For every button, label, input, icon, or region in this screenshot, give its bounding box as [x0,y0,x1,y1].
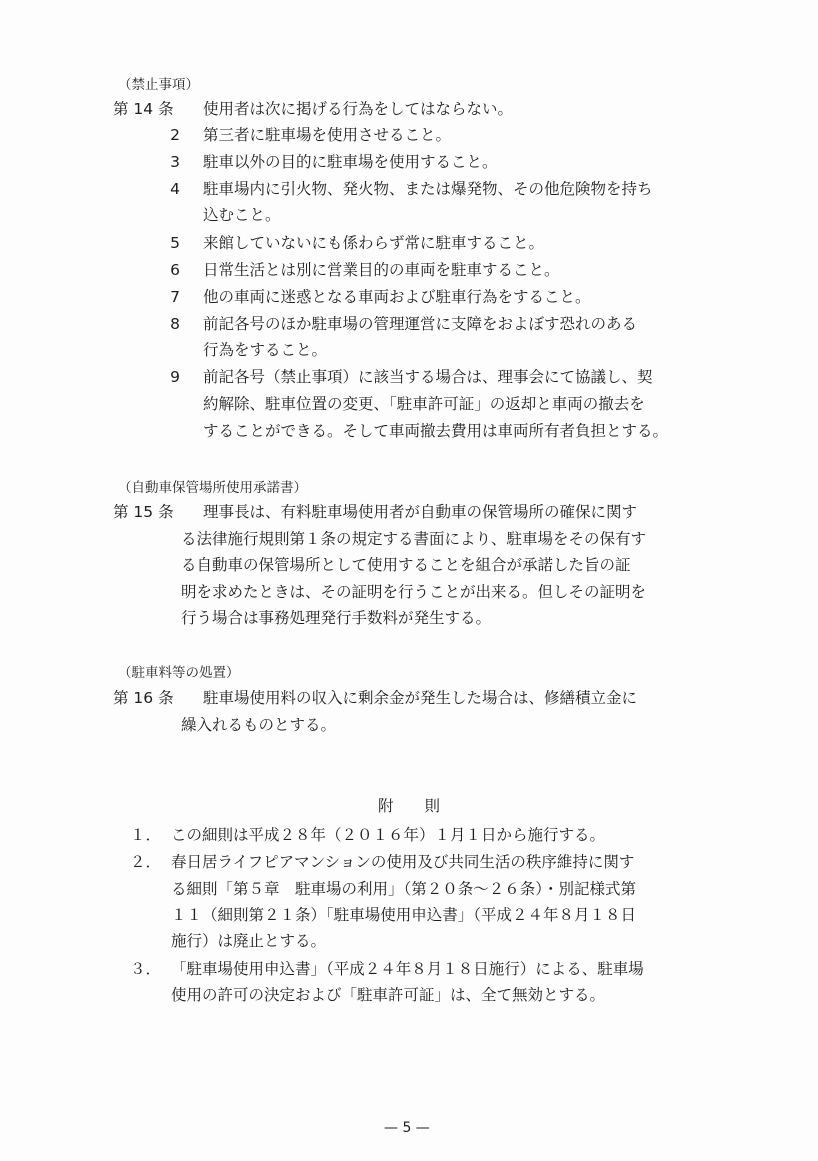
supplementary-item-line: この細則は平成２８年（２０１６年）１月１日から施行する。 [171,826,606,844]
article-14-item-line: 駐車場内に引火物、発火物、または爆発物、その他危険物を持ち [203,180,653,198]
article-14-item-line: 来館していないにも係わらず常に駐車すること。 [203,234,545,252]
article-14-item-num: 9 [170,368,180,386]
article-14-item-line: 行為をすること。 [203,341,328,359]
supplementary-title: 附 則 [378,797,441,815]
supplementary-item-line: 施行）は廃止とする。 [171,932,327,950]
article-15-line: る自動車の保管場所として使用することを組合が承諾した旨の証 [181,556,631,574]
article-14-item-num: 2 [170,126,180,144]
article-14-item-num: 6 [170,261,180,279]
supplementary-item-num: １． [130,826,162,844]
supplementary-item-num: ３． [130,960,162,978]
article-14-text: 使用者は次に掲げる行為をしてはならない。 [203,100,514,118]
article-14-item-num: 8 [170,315,180,333]
article-14-item-line: 前記各号（禁止事項）に該当する場合は、理事会にて協議し、契 [203,368,653,386]
supplementary-item-line: 使用の許可の決定および「駐車許可証」は、全て無効とする。 [171,986,606,1004]
article-14-item-num: 3 [170,153,180,171]
article-14-item-line: 前記各号のほか駐車場の管理運営に支障をおよぼす恐れのある [203,315,638,333]
supplementary-item-line: 春日居ライフピアマンションの使用及び共同生活の秩序維持に関す [171,853,635,871]
article-14-label: 第 14 条 [113,100,174,118]
page-number: — 5 — [384,1120,430,1136]
article-16-line: 駐車場使用料の収入に剰余金が発生した場合は、修繕積立金に [203,689,638,707]
article-16-heading: （駐車料等の処置） [118,665,240,681]
article-14-item-num: 4 [170,180,180,198]
article-15-line: る法律施行規則第１条の規定する書面により、駐車場をその保有す [181,530,647,548]
article-15-line: 理事長は、有料駐車場使用者が自動車の保管場所の確保に関す [203,503,638,521]
article-15-line: 明を求めたときは、その証明を行うことが出来る。但しその証明を [181,583,647,601]
supplementary-item-line: る細則「第５章 駐車場の利用」（第２０条～２６条）・別記様式第 [171,880,637,898]
article-14-item-line: 他の車両に迷惑となる車両および駐車行為をすること。 [203,288,591,306]
article-14-item-line: することができる。そして車両撤去費用は車両所有者負担とする。 [203,422,669,440]
article-16-line: 繰入れるものとする。 [181,716,337,734]
article-14-item-line: 約解除、駐車位置の変更、「駐車許可証」の返却と車両の撤去を [203,395,645,413]
article-15-heading: （自動車保管場所使用承諾書） [118,480,307,496]
supplementary-item-line: 「駐車場使用申込書」（平成２４年８月１８日施行）による、駐車場 [171,960,644,978]
supplementary-item-num: ２． [130,853,162,871]
article-14-item-line: 第三者に駐車場を使用させること。 [203,126,452,144]
article-14-item-line: 込むこと。 [203,206,281,224]
article-15-line: 行う場合は事務処理発行手数料が発生する。 [181,609,492,627]
article-14-item-num: 5 [170,234,180,252]
article-14-item-line: 日常生活とは別に営業目的の車両を駐車すること。 [203,261,560,279]
article-14-item-num: 7 [170,288,180,306]
article-14-heading: （禁止事項） [118,77,199,93]
supplementary-item-line: １１（細則第２１条）「駐車場使用申込書」（平成２４年８月１８日 [171,906,637,924]
article-15-label: 第 15 条 [113,503,174,521]
article-14-item-line: 駐車以外の目的に駐車場を使用すること。 [203,153,498,171]
article-16-label: 第 16 条 [113,689,174,707]
